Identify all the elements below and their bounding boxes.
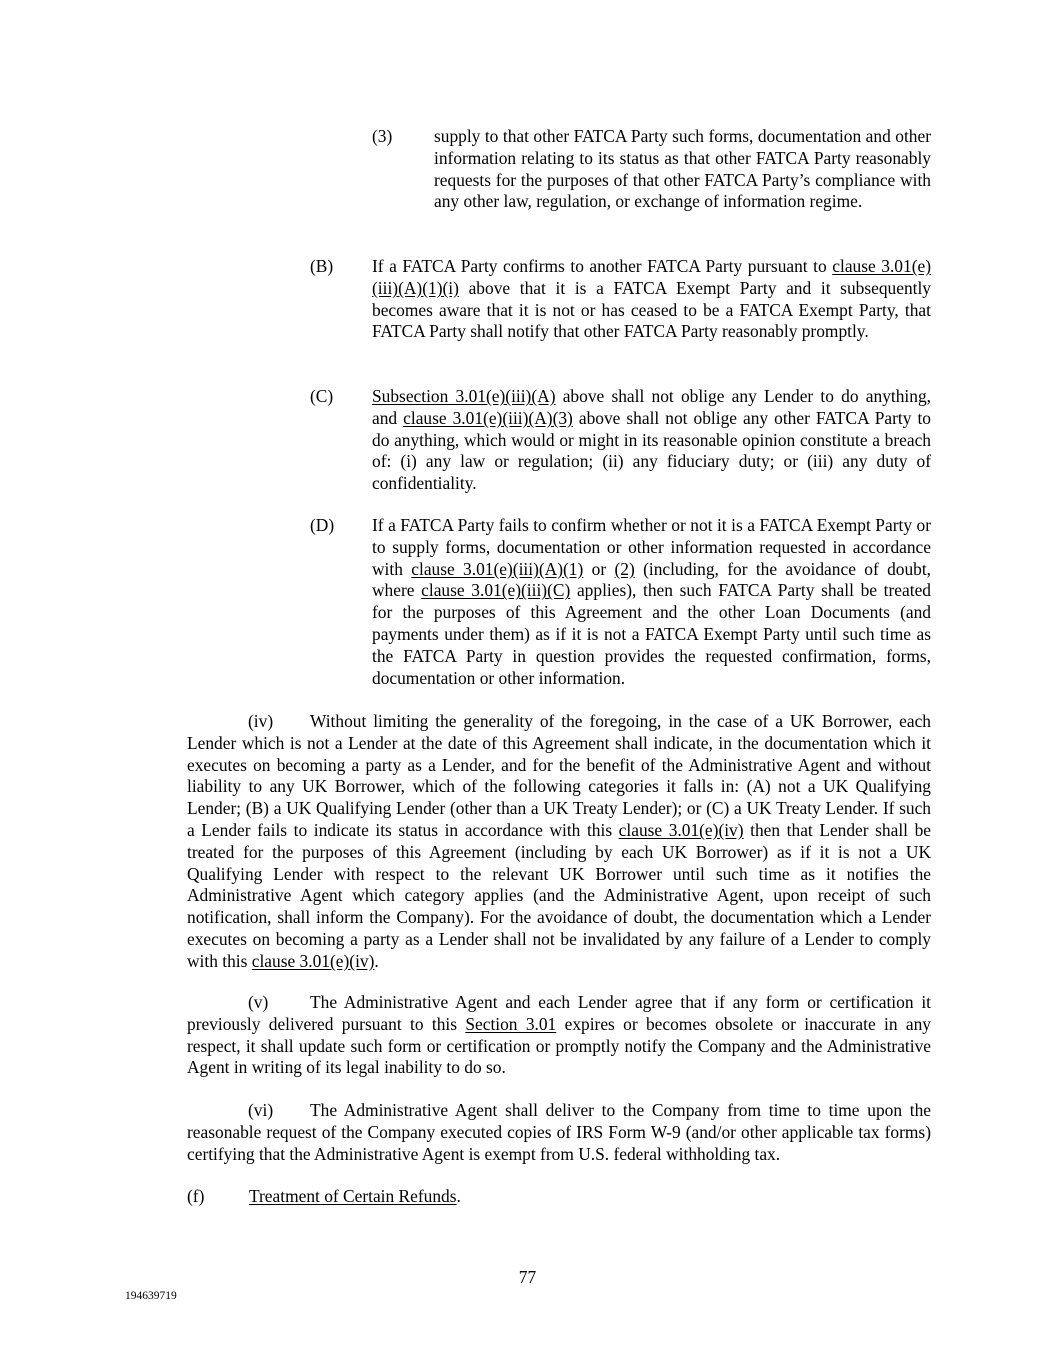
page-number: 77 <box>518 1267 537 1287</box>
item-d-text: If a FATCA Party fails to confirm whether or not it is a FATCA Exempt Party or to supply forms, documentation or other information requested in accordance with clause 3.01(e)(iii)(A)(1) or (2) (including, for the avoidance of doubt, where clause 3.01(e)(iii)(C) applies), then such FATCA Party shall be treated for the purposes of this Agreement and the other Loan Documents (and payments under them) as if it is not a FATCA Exempt Party until such time as the FATCA Party in question provides the requested confirmation, forms, documentation or other information. <box>372 515 932 688</box>
clause-reference-link: Subsection 3.01(e)(iii)(A) <box>372 386 556 406</box>
section-reference-link: Section 3.01 <box>465 1013 557 1034</box>
item-c-text: Subsection 3.01(e)(iii)(A) above shall not oblige any Lender to do anything, and clause 3.01(e)(iii)(A)(3) above shall not oblige any other FATCA Party to do anything, which would or might in its reasonable opinion constitute a breach of: (i) any law or regulation; (ii) any fiduciary duty; or (iii) any duty of confidentiality. <box>372 386 931 494</box>
paragraph-iv-number: (iv) <box>248 711 274 731</box>
document-id: 194639719 <box>125 1290 177 1302</box>
clause-reference-link: clause 3.01(e)(iv) <box>618 819 744 840</box>
clause-reference-link: clause 3.01(e)(iv) <box>251 950 375 971</box>
item-b-number: (B) <box>310 256 334 276</box>
section-f-title: Treatment of Certain Refunds <box>249 1186 457 1206</box>
section-f-number: (f) <box>187 1186 205 1206</box>
item-c-number: (C) <box>310 386 334 406</box>
item-b-text: If a FATCA Party confirms to another FATCA Party pursuant to clause 3.01(e)(iii)(A)(1)(i) above that it is a FATCA Exempt Party and it subsequently becomes aware that it is not or has ceased to be a FATCA Exempt Party, that FATCA Party shall notify that other FATCA Party reasonably promptly. <box>372 256 931 342</box>
clause-reference-link: (2) <box>614 558 635 579</box>
item-d-number: (D) <box>310 515 335 535</box>
paragraph-vi: (vi) The Administrative Agent shall deliver to the Company from time to time upon the reasonable request of the Company executed copies of IRS Form W-9 (and/or other applicable tax forms) certifying that the Administrative Agent is exempt from U.S. federal withholding tax. <box>187 1100 931 1164</box>
clause-reference-link: clause 3.01(e)(iii)(A)(1)(i) <box>372 256 931 298</box>
item-a3-number: (3) <box>372 126 393 146</box>
section-f-heading: Treatment of Certain Refunds. <box>249 1186 461 1206</box>
clause-reference-link: clause 3.01(e)(iii)(C) <box>421 580 571 601</box>
paragraph-v-number: (v) <box>248 992 269 1012</box>
paragraph-iv: (iv) Without limiting the generality of the foregoing, in the case of a UK Borrower, each Lender which is not a Lender at the date of this Agreement shall indicate, in the documentation which it executes on becoming a party as a Lender, and for the benefit of the Administrative Agent and without liability to any UK Borrower, which of the following categories it falls in: (A) not a UK Qualifying Lender; (B) a UK Qualifying Lender (other than a UK Treaty Lender); or (C) a UK Treaty Lender. If such a Lender fails to indicate its status in accordance with this clause 3.01(e)(iv) then that Lender shall be treated for the purposes of this Agreement (including by each UK Borrower) as if it is not a UK Qualifying Lender with respect to the relevant UK Borrower until such time as it notifies the Administrative Agent which category applies (and the Administrative Agent, upon receipt of such notification, shall inform the Company). For the avoidance of doubt, the documentation which a Lender executes on becoming a party as a Lender shall not be invalidated by any failure of a Lender to comply with this clause 3.01(e)(iv). <box>187 711 931 971</box>
clause-reference-link: clause 3.01(e)(iii)(A)(3) <box>403 407 573 428</box>
paragraph-vi-number: (vi) <box>248 1100 274 1120</box>
item-a3-text: supply to that other FATCA Party such forms, documentation and other information relating to its status as that other FATCA Party reasonably requests for the purposes of that other FATCA Party’s compliance with any other law, regulation, or exchange of information regime. <box>434 126 931 212</box>
paragraph-v: (v) The Administrative Agent and each Lender agree that if any form or certification it previously delivered pursuant to this Section 3.01 expires or becomes obsolete or inaccurate in any respect, it shall update such form or certification or promptly notify the Company and the Administrative Agent in writing of its legal inability to do so. <box>187 992 931 1078</box>
clause-reference-link: clause 3.01(e)(iii)(A)(1) <box>411 558 584 579</box>
